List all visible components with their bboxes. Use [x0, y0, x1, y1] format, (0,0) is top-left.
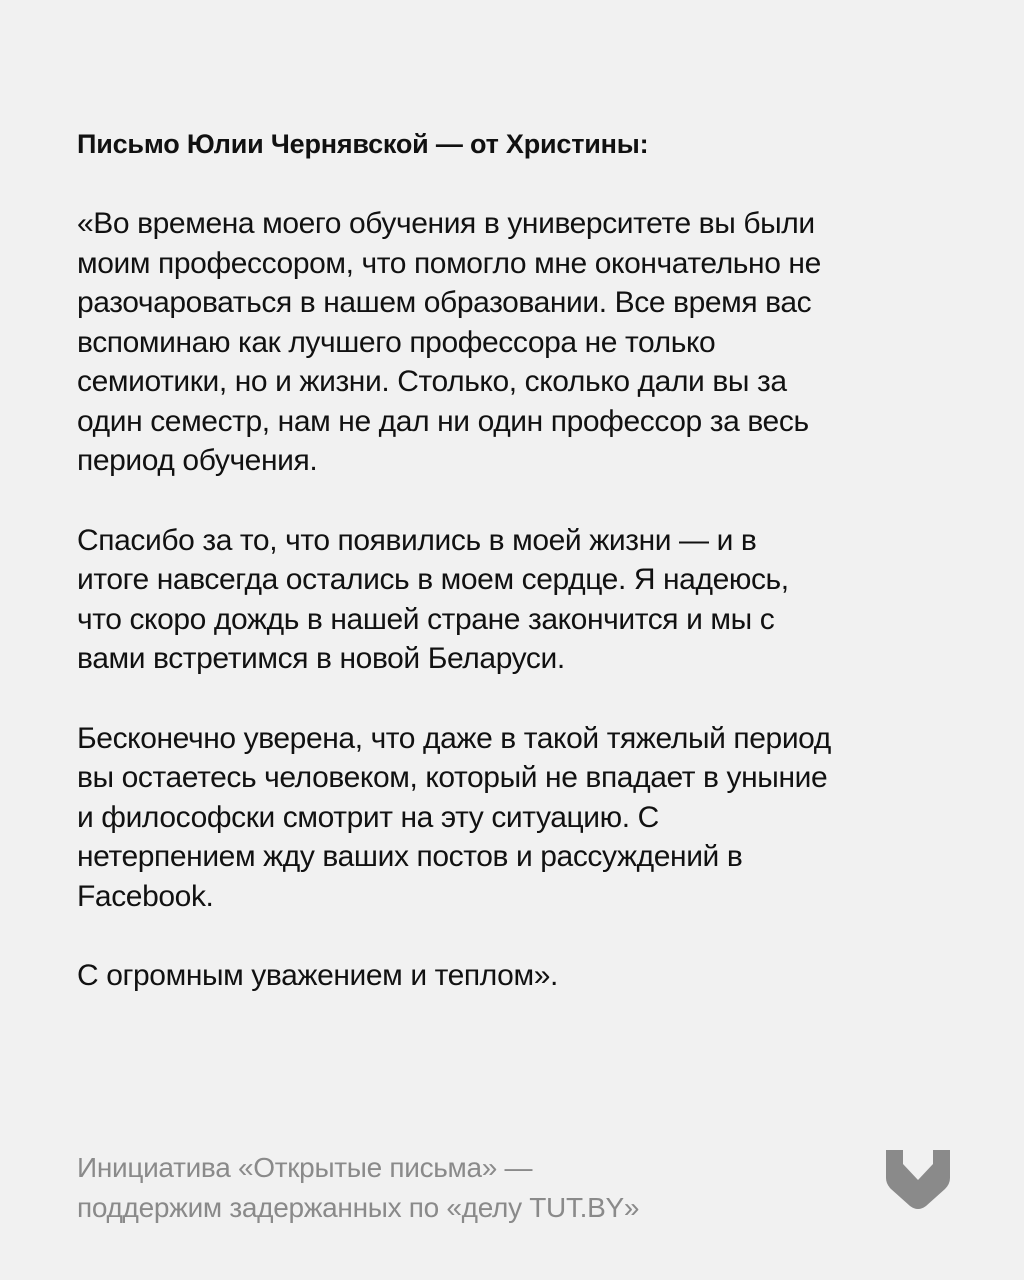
letter-line: вы остаетесь человеком, который не впадает в уныние — [77, 761, 828, 794]
letter-line: моим профессором, что помогло мне окончательно не — [77, 246, 821, 280]
letter-paragraph-1 — [77, 204, 957, 481]
letter-line: вспоминаю как лучшего профессора не только — [77, 325, 716, 359]
letter-line: итоге навсегда остались в моем сердце. Я надеюсь, — [77, 563, 789, 596]
letter-line: С огромным уважением и теплом». — [77, 959, 558, 992]
letter-line: Бесконечно уверена, что даже в такой тяжелый период — [77, 721, 831, 755]
letter-line: нетерпением жду ваших постов и рассуждений в — [77, 840, 743, 873]
tutby-logo-icon — [886, 1150, 950, 1210]
letter-line: «Во времена моего обучения в университете вы были — [77, 207, 815, 240]
initiative-footer — [77, 1148, 837, 1228]
footer-line: поддержим задержанных по «делу TUT.BY» — [77, 1192, 640, 1223]
letter-title: Письмо Юлии Чернявской — от Христины: — [77, 129, 649, 159]
letter-signoff — [77, 956, 957, 996]
letter-line: разочароваться в нашем образовании. Все время вас — [77, 286, 812, 319]
letter-line: вами встретимся в новой Беларуси. — [77, 642, 565, 675]
letter-line: один семестр, нам не дал ни один профессор за весь — [77, 404, 809, 438]
letter-paragraph-2 — [77, 521, 957, 679]
letter-line: что скоро дождь в нашей стране закончится и мы с — [77, 602, 775, 636]
footer-line: Инициатива «Открытые письма» — — [77, 1152, 533, 1183]
letter-line: Спасибо за то, что появились в моей жизни — и в — [77, 523, 757, 557]
letter-line: Facebook. — [77, 879, 214, 913]
letter-line: семиотики, но и жизни. Столько, сколько дали вы за — [77, 365, 787, 398]
letter — [77, 124, 957, 996]
letter-line: период обучения. — [77, 444, 318, 477]
letter-paragraph-3 — [77, 719, 957, 917]
letter-line: и философски смотрит на эту ситуацию. С — [77, 800, 659, 834]
